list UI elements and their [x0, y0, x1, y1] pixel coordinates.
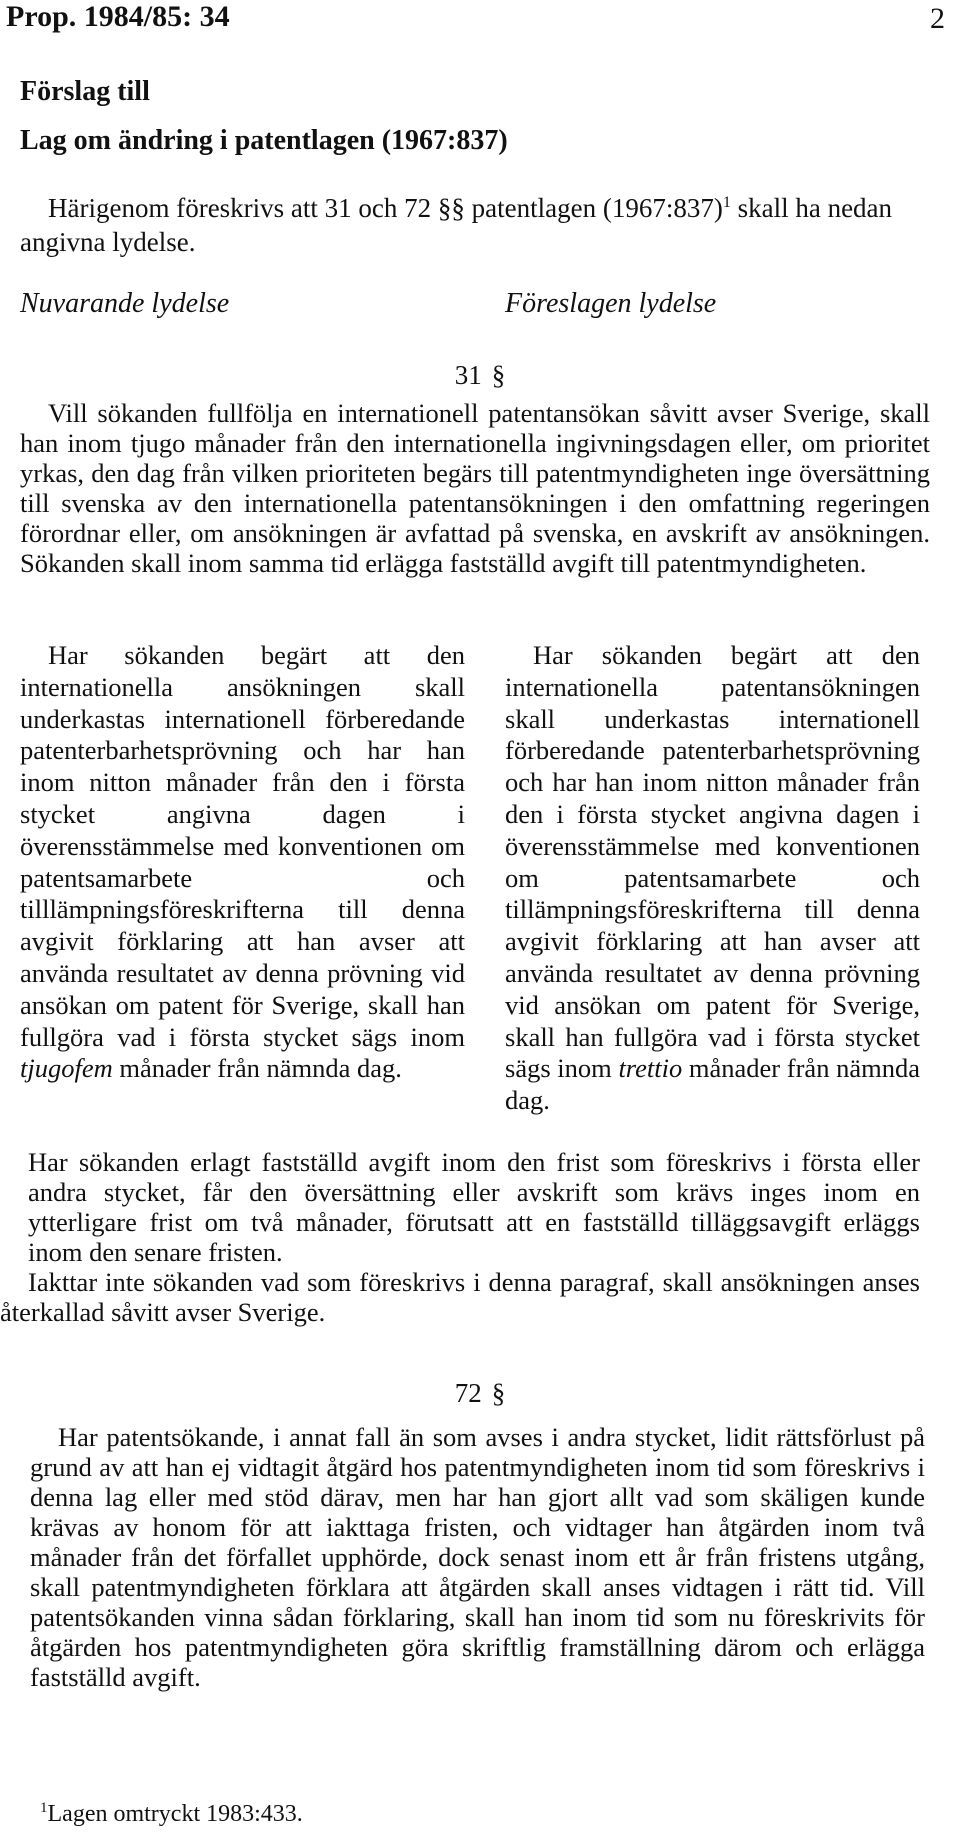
document-reference: Prop. 1984/85: 34 — [6, 0, 230, 33]
proposed-wording-column — [505, 640, 920, 1117]
footnote — [40, 1800, 303, 1828]
proposed-para-2 — [505, 640, 920, 1117]
section-sign-icon: § — [491, 360, 506, 390]
section-72-heading — [0, 1378, 960, 1409]
footnote-reference: 1 — [722, 194, 731, 211]
current-wording-heading: Nuvarande lydelse — [20, 288, 230, 319]
section-31-paragraph-1 — [20, 398, 930, 578]
section-31-number: 31 — [454, 360, 482, 390]
section-31-heading — [0, 360, 960, 391]
current-period-emphasis: tjugofem — [20, 1053, 113, 1084]
current-para-2 — [20, 640, 465, 1085]
proposed-period-emphasis: trettio — [618, 1053, 683, 1084]
section-31-para-3: Har sökanden erlagt fastställd avgift inom den frist som föreskrivs i första eller andra stycket, får den översättning eller avskrift som krävs inges inom en ytterligare frist om två månader, förutsatt att en fastställd tilläggsavgift erläggs inom den senare fristen. — [28, 1147, 920, 1267]
section-72-para-1-text: Har patentsökande, i annat fall än som avses i andra stycket, lidit rättsförlust på grund av att han ej vidtagit åtgärd hos patentmyndigheten inom tid som föreskrivs i denna lag eller med stöd därav, men har han gjort allt vad som skäligen kunde krävas av honom för att iakttaga fristen, och vidtager han åtgärden inom två månader från det förfallet upphörde, dock senast inom ett år från fristens utgång, skall patentmyndigheten förklara att åtgärden skall anses vidtagen i rätt tid. Vill patentsökanden vinna sådan förklaring, skall han inom tid som nu föreskrivits för åtgärden hos patentmyndigheten göra skriftlig framställning därom och erlägga fastställd avgift. — [30, 1422, 925, 1692]
title-line-2: Lag om ändring i patentlagen (1967:837) — [20, 125, 508, 156]
section-72-number: 72 — [454, 1378, 482, 1408]
section-sign-icon: § — [491, 1378, 506, 1408]
intro-text: Härigenom föreskrivs att 31 och 72 §§ patentlagen (1967:837) — [48, 193, 723, 223]
current-para-2-text: Har sökanden begärt att den internationella ansökningen skall underkastas internationell förberedande patenterbarhetsprövning och har han inom nitton månader från den i första stycket angivna dagen i överensstämmelse med konventionen om patentsamarbete och tilllämpningsföreskrifterna till denna avgivit förklaring att han avser att använda resultatet av denna prövning vid ansökan om patent för Sverige, skall han fullgöra vad i första stycket sägs inom — [20, 640, 465, 1052]
footnote-text: Lagen omtryckt 1983:433. — [47, 1801, 303, 1827]
section-31-para-1-text: Vill sökanden fullfölja en internationell patentansökan såvitt avser Sverige, skall han inom tjugo månader från den internationella ingivningsdagen eller, om prioritet yrkas, den dag från vilken prioriteten begärs till patentmyndigheten inge översättning till svenska av den internationella patentansökningen i den omfattning regeringen förordnar eller, om ansökningen är avfattad på svenska, en avskrift av ansökningen. Sökanden skall inom samma tid erlägga fastställd avgift till patentmyndigheten. — [20, 398, 930, 578]
title-line-1: Förslag till — [20, 76, 150, 107]
proposed-para-2-text: Har sökanden begärt att den internationella patentansökningen skall underkastas internationell förberedande patenterbarhetsprövning och har han inom nitton månader från den i första stycket angivna dagen i överensstämmelse med konventionen om patentsamarbete och tillämpningsföreskrifterna till denna avgivit förklaring att han avser att använda resultatet av denna prövning vid ansökan om patent för Sverige, skall han fullgöra vad i första stycket sägs inom — [505, 640, 920, 1084]
intro-paragraph — [20, 186, 960, 259]
section-72-paragraph-1 — [30, 1422, 925, 1692]
current-wording-column — [20, 640, 465, 1085]
proposed-wording-heading: Föreslagen lydelse — [505, 288, 717, 319]
section-31-para-4: Iakttar inte sökanden vad som föreskrivs i denna paragraf, skall ansökningen anses återkallad såvitt avser Sverige. — [0, 1267, 920, 1327]
intro-text-end: skall ha nedan angivna lydelse. — [20, 193, 893, 257]
section-31-trailing-paragraphs — [0, 1147, 920, 1327]
page-number: 2 — [930, 2, 945, 35]
current-para-2-end: månader från nämnda dag. — [112, 1053, 402, 1084]
footnote-marker: 1 — [40, 1800, 48, 1816]
proposed-para-2-end: månader från nämnda dag. — [505, 1053, 920, 1116]
